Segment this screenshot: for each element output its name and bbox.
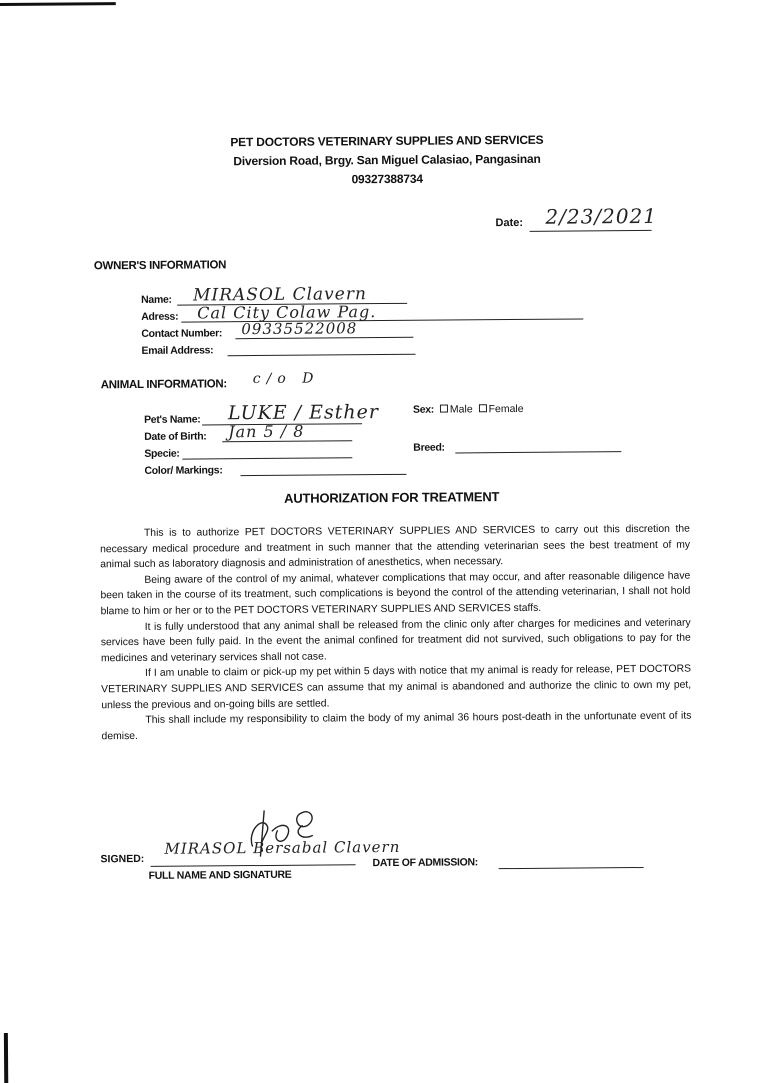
pet-color-field[interactable]	[144, 461, 408, 479]
scan-edge-top	[0, 2, 116, 6]
male-option-label: Male	[449, 403, 473, 416]
female-checkbox[interactable]	[479, 404, 487, 412]
pet-specie-line	[182, 457, 352, 459]
signed-value: MIRASOL Bersabal Clavern	[164, 837, 401, 858]
pet-name-value: LUKE / Esther	[227, 401, 380, 425]
pet-breed-field[interactable]	[413, 438, 623, 456]
signature-line	[151, 864, 356, 867]
date-value: 2/23/2021	[545, 203, 658, 229]
owner-name-value: MIRASOL Clavern	[192, 284, 367, 306]
authorization-body	[100, 522, 692, 745]
owner-email-label: Email Address:	[141, 344, 214, 357]
clinic-address: Diversion Road, Brgy. San Miguel Calasiao, Pangasinan	[233, 151, 541, 169]
pet-specie-field[interactable]	[144, 444, 354, 462]
date-field[interactable]	[495, 203, 658, 235]
signature-caption: FULL NAME AND SIGNATURE	[148, 868, 292, 882]
owner-email-line	[228, 354, 416, 356]
pet-dob-field[interactable]	[144, 421, 354, 445]
owner-address-field[interactable]	[141, 302, 585, 324]
date-label: Date:	[495, 216, 524, 230]
female-option-label: Female	[488, 402, 524, 416]
pet-breed-label: Breed:	[413, 441, 445, 454]
animal-section-title: ANIMAL INFORMATION:	[100, 378, 227, 392]
pet-color-label: Color/ Markings:	[144, 464, 223, 477]
authorization-paragraph: This shall include my responsibility to claim the body of my animal 36 hours post-death in the unfortunate event of its demise.	[101, 710, 692, 742]
pet-specie-label: Specie:	[144, 447, 180, 460]
authorization-paragraph: It is fully understood that any animal shall be released from the clinic only after charges for medicines and veterinary services have been fully paid. In the event the animal confined for treatment did not survived, such obligations to pay for the medicines and veterinary services shall not case.	[100, 617, 691, 665]
authorization-paragraph: Being aware of the control of my animal, whatever complications that may occur, and after reasonable diligence have been taken in the course of its treatment, such complications is beyond the control of the attending veterinarian, I shall not hold blame to him or her or to the PET DOCTORS VETERINARY SUPPLIES AND SERVICES staffs.	[100, 570, 691, 618]
authorization-title: AUTHORIZATION FOR TREATMENT	[284, 489, 500, 506]
owner-name-label: Name:	[141, 293, 172, 306]
owner-contact-value: 09335522008	[241, 319, 358, 339]
owner-address-label: Adress:	[141, 310, 179, 323]
scan-edge-left	[4, 1033, 8, 1083]
pet-dob-label: Date of Birth:	[144, 430, 207, 443]
owner-address-value: Cal City Colaw Pag.	[197, 302, 377, 323]
owner-email-field[interactable]	[141, 341, 417, 359]
authorization-paragraph: If I am unable to claim or pick-up my pet within 5 days with notice that my animal is ready for release, PET DOCTORS VETERINARY SUPPLIES AND SERVICES can assume that my animal is abandoned and authorize the clinic to own my pet, unless the previous and on-going bills are settled.	[101, 663, 692, 711]
admission-date-line[interactable]	[499, 867, 644, 869]
pet-name-label: Pet's Name:	[144, 413, 201, 426]
clinic-phone: 09327388734	[351, 171, 423, 187]
clinic-header	[157, 130, 617, 191]
animal-title-note: c/o D	[252, 370, 320, 388]
pet-breed-line	[455, 451, 621, 453]
date-line	[530, 230, 652, 232]
pet-sex-field	[413, 403, 524, 416]
admission-date-label: DATE OF ADMISSION:	[372, 856, 479, 870]
owner-section-title: OWNER'S INFORMATION	[93, 259, 227, 273]
authorization-paragraph: This is to authorize PET DOCTORS VETERINARY SUPPLIES AND SERVICES to carry out this discretion the necessary medical procedure and treatment in such manner that the attending veterinarian sees the best treatment of my animal such as laboratory diagnosis and administration of anesthetics, when necessary.	[100, 523, 691, 571]
owner-contact-field[interactable]	[141, 319, 415, 342]
pet-dob-value: Jan 5 / 8	[228, 421, 305, 442]
owner-contact-label: Contact Number:	[141, 327, 223, 340]
pet-sex-label: Sex:	[412, 403, 435, 416]
male-checkbox[interactable]	[440, 405, 448, 413]
signed-label: SIGNED:	[100, 852, 145, 866]
clinic-name: PET DOCTORS VETERINARY SUPPLIES AND SERVICES	[230, 132, 544, 150]
pet-color-line	[240, 474, 406, 476]
